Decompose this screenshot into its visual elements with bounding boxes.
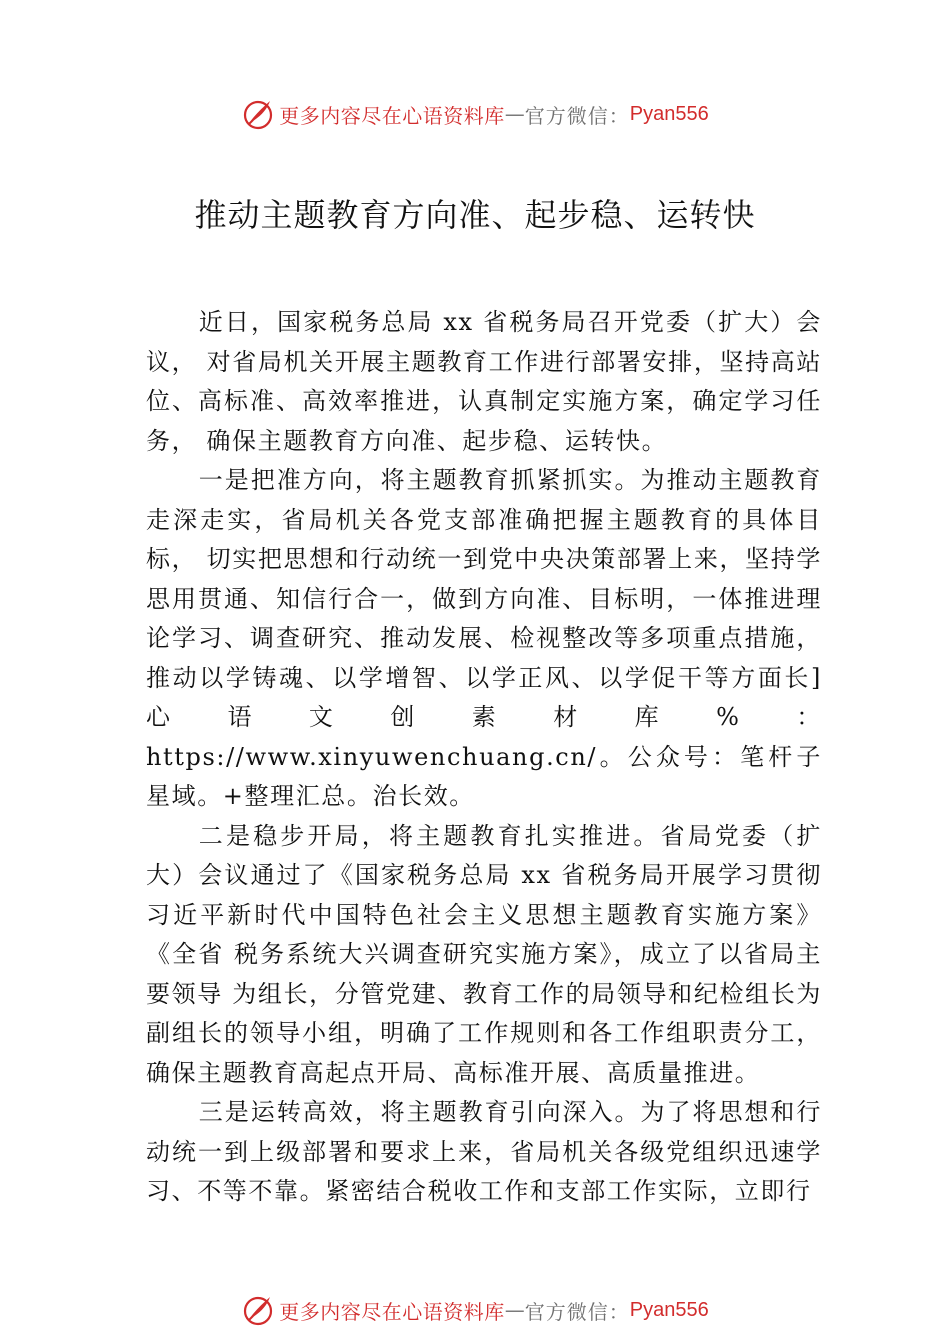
header-watermark [0,94,950,134]
watermark-library-text: 更多内容尽在心语资料库 [279,1299,505,1324]
watermark-wechat-id: Pyan556 [629,1298,709,1321]
watermark-wechat-id: Pyan556 [629,102,709,125]
paragraph-intro: 近日，国家税务总局 xx 省税务局召开党委（扩大）会议， 对省局机关开展主题教育工作进行部署安排，坚持高站位、高标准、高效率推进，认真制定实施方案，确定学习任务， 确保主题教育方向准、起步稳、运转快。 [146,308,822,455]
paragraph-point-three: 三是运转高效，将主题教育引向深入。为了将思想和行动统一到上级部署和要求上来，省局机关各级党组织迅速学习、不等不靠。紧密结合税收工作和支部工作实际，立即行 [146,1098,822,1205]
quill-pen-seal-icon [241,97,275,131]
watermark-library-text: 更多内容尽在心语资料库 [279,103,505,128]
watermark-dash: — [504,1298,525,1322]
watermark-wechat-label: 官方微信： [524,1299,630,1324]
paragraph-point-one: 一是把准方向，将主题教育抓紧抓实。为推动主题教育走深走实，省局机关各党支部准确把握主题教育的具体目标， 切实把思想和行动统一到党中央决策部署上来，坚持学思用贯通、知信行合一，做到方向准、目标明，一体推进理论学习、调查研究、推动发展、检视整改等多项重点措施，推动以学铸魂、以学增智、以学正风、以学促干等方面长]心语文创素材库%：https://www.xinyuwenchuang.cn/。公众号：笔杆子星域。+整理汇总。治长效。 [146,466,822,810]
quill-pen-seal-icon [241,1293,275,1327]
paragraph-point-two: 二是稳步开局，将主题教育扎实推进。省局党委（扩大）会议通过了《国家税务总局 xx 省税务局开展学习贯彻习近平新时代中国特色社会主义思想主题教育实施方案》《全省 税务系统大兴调查研究实施方案》，成立了以省局主要领导 为组长，分管党建、教育工作的局领导和纪检组长为副组长的领导小组，明确了工作规则和各工作组职责分工，确保主题教育高起点开局、高标准开展、高质量推进。 [146,821,822,1087]
footer-watermark [0,1290,950,1330]
document-title: 推动主题教育方向准、起步稳、运转快 [194,196,756,234]
watermark-wechat-label: 官方微信： [524,103,630,128]
document-body [146,303,822,1212]
watermark-dash: — [504,102,525,126]
